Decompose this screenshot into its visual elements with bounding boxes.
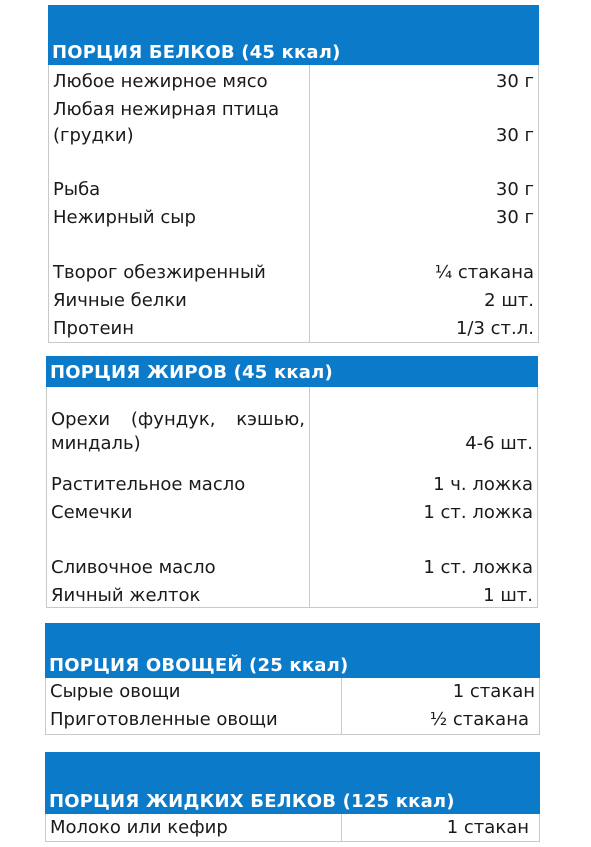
row-value: 1 шт. <box>483 585 533 606</box>
row-value: 1/3 ст.л. <box>455 318 534 339</box>
row-label: Нежирный сыр <box>53 207 196 228</box>
row-label: Рыба <box>53 179 101 200</box>
row-label: Растительное масло <box>51 474 246 495</box>
column-divider <box>341 814 342 841</box>
column-divider <box>341 678 342 734</box>
row-label: Сливочное масло <box>51 557 216 578</box>
liquid-protein-table <box>45 814 540 842</box>
protein-title: ПОРЦИЯ БЕЛКОВ (45 ккал) <box>52 42 341 63</box>
fat-title: ПОРЦИЯ ЖИРОВ (45 ккал) <box>50 362 333 383</box>
row-value: 1 ч. ложка <box>433 474 533 495</box>
vegetable-table <box>45 678 540 735</box>
row-value: 1 ст. ложка <box>423 557 533 578</box>
fat-table <box>46 387 538 608</box>
row-label: Яичные белки <box>53 290 187 311</box>
column-divider <box>309 65 310 342</box>
row-value: ¼ стакана <box>434 262 534 283</box>
protein-section <box>48 5 539 343</box>
row-label: Семечки <box>51 502 133 523</box>
protein-table <box>48 65 539 343</box>
column-divider <box>309 387 310 607</box>
fat-header <box>46 356 538 387</box>
row-value: ½ стакана <box>429 709 529 730</box>
row-value: 4-6 шт. <box>465 433 533 454</box>
row-value: 2 шт. <box>484 290 534 311</box>
protein-header <box>48 5 539 65</box>
row-label: Любое нежирное мясо <box>53 71 268 92</box>
vegetable-header <box>45 623 540 678</box>
row-label: Молоко или кефир <box>50 817 228 838</box>
liquid-protein-section <box>45 752 540 842</box>
row-label: Протеин <box>53 318 134 339</box>
row-value: 1 стакан <box>446 817 529 838</box>
fat-section <box>46 356 538 608</box>
row-label: Яичный желток <box>51 585 201 606</box>
row-value: 30 г <box>495 179 534 200</box>
row-label: Орехи (фундук, кэшью, <box>51 409 305 430</box>
row-value: 30 г <box>495 207 534 228</box>
row-value: 30 г <box>495 125 534 146</box>
row-label: Творог обезжиренный <box>53 262 266 283</box>
row-label: миндаль) <box>51 433 141 454</box>
row-value: 30 г <box>495 71 534 92</box>
vegetable-section <box>45 623 540 735</box>
row-value: 1 ст. ложка <box>423 502 533 523</box>
liquid-protein-header <box>45 752 540 814</box>
row-label: Сырые овощи <box>50 681 181 702</box>
row-label: Приготовленные овощи <box>50 709 278 730</box>
row-label: (грудки) <box>53 125 134 146</box>
vegetable-title: ПОРЦИЯ ОВОЩЕЙ (25 ккал) <box>49 655 349 676</box>
liquid-protein-title: ПОРЦИЯ ЖИДКИХ БЕЛКОВ (125 ккал) <box>49 791 455 812</box>
row-label: Любая нежирная птица <box>53 99 280 120</box>
row-value: 1 стакан <box>452 681 535 702</box>
